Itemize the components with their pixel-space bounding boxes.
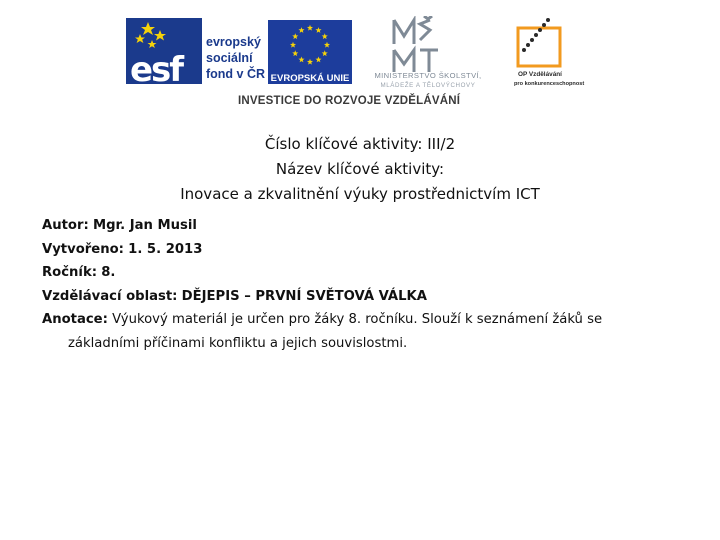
msmt-monogram-icon — [394, 16, 438, 72]
grade-value: 8. — [101, 265, 116, 280]
annotation-label: Anotace: — [42, 312, 108, 327]
msmt-label-line1: MINISTERSTVO ŠKOLSTVÍ, — [374, 71, 482, 80]
op-vk-line1: OP Vzdělávání — [518, 71, 562, 78]
annotation-text-line1: Výukový materiál je určen pro žáky 8. ročníku. Slouží k seznámení žáků se — [112, 312, 603, 327]
esf-logo — [126, 18, 272, 86]
esf-text-line1: evropský — [206, 35, 261, 49]
document-info — [42, 214, 682, 355]
msmt-logo — [362, 16, 494, 88]
logo-bar — [0, 0, 720, 112]
annotation-row — [42, 308, 682, 332]
area-label: Vzdělávací oblast: — [42, 288, 178, 304]
annotation-text-line2: základními příčinami konfliktu a jejich souvislostmi. — [68, 335, 408, 351]
esf-wordmark: esf — [130, 50, 183, 86]
author-label: Autor: — [42, 218, 89, 233]
msmt-label-line2: MLÁDEŽE A TĚLOVÝCHOVY — [380, 82, 476, 88]
op-vk-logo — [508, 14, 590, 90]
area-row — [42, 285, 682, 309]
activity-name-value: Inovace a zkvalitnění výuky prostřednictvím ICT — [180, 185, 540, 203]
investment-caption: INVESTICE DO ROZVOJE VZDĚLÁVÁNÍ — [238, 95, 461, 107]
op-vk-frame — [518, 28, 560, 66]
esf-text-line2: sociální — [206, 51, 253, 65]
created-row — [42, 238, 682, 262]
activity-block — [0, 132, 720, 207]
activity-number: Číslo klíčové aktivity: III/2 — [264, 135, 456, 153]
created-value: 1. 5. 2013 — [128, 241, 203, 257]
created-label: Vytvořeno: — [42, 241, 124, 257]
eu-logo — [268, 20, 354, 84]
op-vk-dots-icon — [522, 18, 550, 52]
author-value: Mgr. Jan Musil — [92, 218, 197, 233]
grade-label: Ročník: — [42, 265, 97, 280]
author-row — [42, 214, 682, 238]
activity-name-label: Název klíčové aktivity: — [275, 160, 445, 178]
eu-label: EVROPSKÁ UNIE — [270, 73, 350, 84]
op-vk-line2: pro konkurenceschopnost — [514, 81, 585, 87]
esf-text-line3: fond v ČR — [206, 67, 266, 81]
area-value: DĚJEPIS – PRVNÍ SVĚTOVÁ VÁLKA — [181, 288, 427, 304]
grade-row — [42, 261, 682, 285]
